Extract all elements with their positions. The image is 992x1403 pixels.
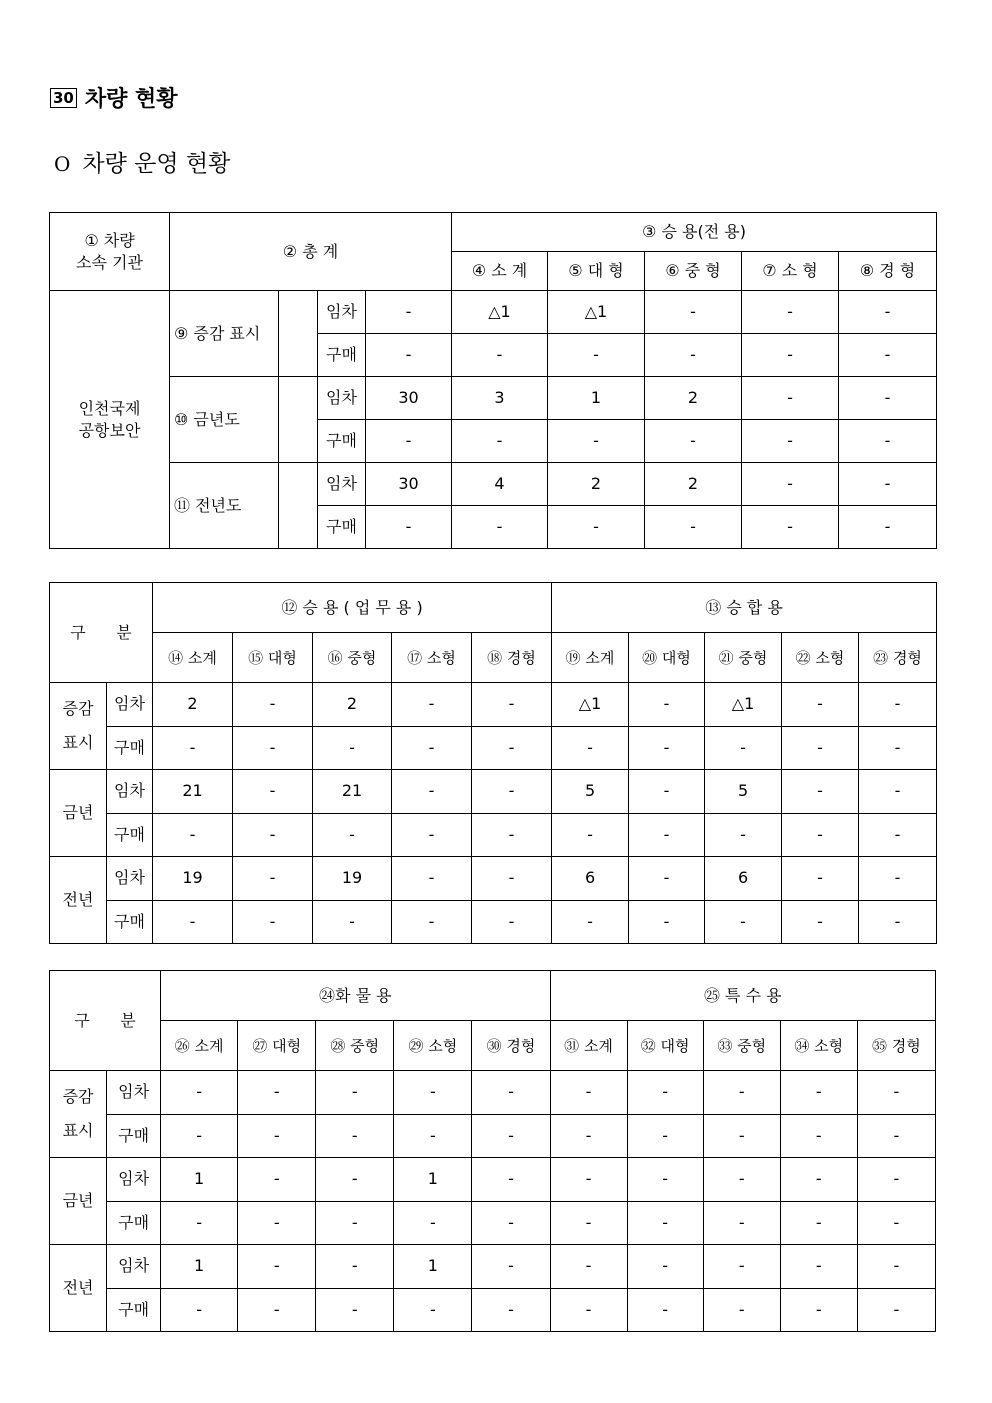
group-special: ㉕ 특 수 용 [550, 971, 935, 1021]
cell-value: 1 [394, 1245, 472, 1289]
group-label: 금년 [50, 770, 107, 857]
blank-cell [279, 377, 318, 463]
sub-title-text: 차량 운영 현황 [82, 151, 231, 177]
row-type: 임차 [107, 1071, 161, 1115]
cell-value: - [629, 857, 705, 901]
cell-value: - [645, 420, 742, 463]
row-type: 임차 [107, 683, 153, 727]
cell-value: - [629, 726, 705, 770]
row-type: 구매 [107, 900, 153, 944]
cell-value: - [316, 1245, 394, 1289]
cell-value: - [548, 506, 645, 549]
total-value: 30 [366, 463, 452, 506]
cell-value: - [780, 1201, 857, 1245]
cell-value: - [472, 1114, 550, 1158]
cell-value: 6 [552, 857, 629, 901]
cell-value: 1 [161, 1245, 238, 1289]
total-value: - [366, 291, 452, 334]
table-row [50, 377, 937, 420]
column-header: ㉜ 대형 [627, 1021, 703, 1071]
cell-value: - [782, 726, 859, 770]
cell-value: - [394, 1114, 472, 1158]
cell-value: - [550, 1071, 627, 1115]
cell-value: - [627, 1201, 703, 1245]
header-sedan-dedicated: ③ 승 용(전 용) [452, 213, 937, 252]
cell-value: - [703, 1114, 780, 1158]
column-header: ㉗ 대형 [238, 1021, 316, 1071]
total-value: - [366, 506, 452, 549]
row-type: 임차 [107, 857, 153, 901]
row-type: 구매 [107, 1288, 161, 1332]
group-label: 전년 [50, 1245, 107, 1332]
header-large: ⑤ 대 형 [548, 252, 645, 291]
cell-value: - [552, 726, 629, 770]
cell-value: - [839, 420, 937, 463]
cell-value: - [233, 857, 313, 901]
cell-value: - [394, 1071, 472, 1115]
cell-value: - [839, 377, 937, 420]
cell-value: 1 [394, 1158, 472, 1202]
cell-value: - [153, 813, 233, 857]
cell-value: - [548, 420, 645, 463]
cell-value: - [313, 726, 392, 770]
cell-value: - [742, 291, 839, 334]
cell-value: - [780, 1114, 857, 1158]
cell-value: - [550, 1245, 627, 1289]
table-row [50, 463, 937, 506]
cell-value: - [703, 1158, 780, 1202]
cell-value: △1 [548, 291, 645, 334]
cell-value: - [857, 1071, 935, 1115]
column-header: ㉞ 소형 [780, 1021, 857, 1071]
cell-value: - [238, 1071, 316, 1115]
group-sedan-business: ⑫ 승 용 ( 업 무 용 ) [153, 583, 552, 633]
cell-value: 19 [313, 857, 392, 901]
column-header: ⑯ 중형 [313, 633, 392, 683]
cell-value: - [839, 506, 937, 549]
cell-value: - [472, 1158, 550, 1202]
cell-value: - [629, 813, 705, 857]
cell-value: 1 [548, 377, 645, 420]
cell-value: - [313, 813, 392, 857]
cell-value: - [839, 334, 937, 377]
group-label: ⑪ 전년도 [170, 463, 279, 549]
table-row [50, 726, 937, 770]
column-header: ⑭ 소계 [153, 633, 233, 683]
cell-value: - [233, 813, 313, 857]
column-header: ⑰ 소형 [392, 633, 472, 683]
cell-value: - [472, 726, 552, 770]
cell-value: 2 [645, 377, 742, 420]
header-org: ① 차량 소속 기관 [50, 213, 170, 291]
table-row [50, 1201, 936, 1245]
table-row [50, 1245, 936, 1289]
cell-value: 2 [548, 463, 645, 506]
row-type: 구매 [107, 813, 153, 857]
cell-value: - [703, 1245, 780, 1289]
cell-value: - [552, 900, 629, 944]
cell-value: - [780, 1158, 857, 1202]
bullet-icon: O [54, 152, 71, 176]
total-value: - [366, 420, 452, 463]
group-van: ⑬ 승 합 용 [552, 583, 937, 633]
cell-value: - [705, 900, 782, 944]
cell-value: - [859, 900, 937, 944]
row-type: 구매 [107, 726, 153, 770]
header-mid: ⑥ 중 형 [645, 252, 742, 291]
table-row [50, 900, 937, 944]
cell-value: - [857, 1158, 935, 1202]
cell-value: - [316, 1201, 394, 1245]
cell-value: 4 [452, 463, 548, 506]
cell-value: 21 [153, 770, 233, 814]
table-row [50, 770, 937, 814]
corner-header: 구 분 [50, 971, 161, 1071]
cell-value: - [627, 1158, 703, 1202]
org-name: 인천국제 공항보안 [50, 291, 170, 549]
row-type: 임차 [318, 377, 366, 420]
cell-value: - [161, 1071, 238, 1115]
cell-value: - [392, 683, 472, 727]
cell-value: - [859, 813, 937, 857]
cell-value: - [161, 1114, 238, 1158]
column-header: ㉝ 중형 [703, 1021, 780, 1071]
truck-special-table [49, 970, 936, 1332]
header-small: ⑦ 소 형 [742, 252, 839, 291]
cell-value: - [550, 1201, 627, 1245]
table-row [50, 1158, 936, 1202]
column-header: ㉖ 소계 [161, 1021, 238, 1071]
cell-value: - [742, 420, 839, 463]
cell-value: - [782, 683, 859, 727]
section-title [50, 82, 178, 113]
cell-value: - [472, 1201, 550, 1245]
table-row [50, 813, 937, 857]
group-label: 전년 [50, 857, 107, 944]
row-type: 임차 [318, 291, 366, 334]
table-row [50, 1071, 936, 1115]
cell-value: - [857, 1114, 935, 1158]
cell-value: - [629, 770, 705, 814]
table-row [50, 1288, 936, 1332]
cell-value: - [452, 334, 548, 377]
row-type: 구매 [107, 1114, 161, 1158]
column-header: ⑱ 경형 [472, 633, 552, 683]
cell-value: - [703, 1071, 780, 1115]
cell-value: - [857, 1245, 935, 1289]
cell-value: - [233, 726, 313, 770]
cell-value: - [472, 900, 552, 944]
row-type: 임차 [107, 1245, 161, 1289]
cell-value: - [153, 726, 233, 770]
cell-value: - [233, 900, 313, 944]
table-row [50, 683, 937, 727]
total-value: 30 [366, 377, 452, 420]
cell-value: - [233, 683, 313, 727]
cell-value: - [780, 1288, 857, 1332]
cell-value: - [313, 900, 392, 944]
cell-value: - [839, 463, 937, 506]
cell-value: △1 [452, 291, 548, 334]
cell-value: - [627, 1288, 703, 1332]
cell-value: - [703, 1288, 780, 1332]
cell-value: - [859, 683, 937, 727]
cell-value: - [394, 1201, 472, 1245]
cell-value: - [859, 857, 937, 901]
cell-value: - [742, 506, 839, 549]
cell-value: - [627, 1245, 703, 1289]
group-label: 증감 표시 [50, 683, 107, 770]
cell-value: - [782, 770, 859, 814]
cell-value: - [782, 857, 859, 901]
cell-value: - [857, 1288, 935, 1332]
cell-value: 2 [153, 683, 233, 727]
cell-value: - [742, 463, 839, 506]
cell-value: - [238, 1288, 316, 1332]
row-type: 구매 [318, 506, 366, 549]
cell-value: - [627, 1114, 703, 1158]
cell-value: 5 [705, 770, 782, 814]
table-row [50, 1114, 936, 1158]
cell-value: 2 [645, 463, 742, 506]
cell-value: - [645, 291, 742, 334]
cell-value: - [548, 334, 645, 377]
cell-value: - [153, 900, 233, 944]
column-header: ㉘ 중형 [316, 1021, 394, 1071]
row-type: 임차 [318, 463, 366, 506]
cell-value: - [550, 1114, 627, 1158]
cell-value: - [839, 291, 937, 334]
cell-value: - [233, 770, 313, 814]
cell-value: - [859, 770, 937, 814]
cell-value: - [703, 1201, 780, 1245]
cell-value: - [472, 770, 552, 814]
cell-value: △1 [705, 683, 782, 727]
cell-value: - [552, 813, 629, 857]
row-type: 구매 [318, 420, 366, 463]
cell-value: - [238, 1245, 316, 1289]
header-light: ⑧ 경 형 [839, 252, 937, 291]
column-header: ⑲ 소계 [552, 633, 629, 683]
section-title-text: 차량 현황 [84, 87, 178, 112]
column-header: ㉓ 경형 [859, 633, 937, 683]
cell-value: - [645, 506, 742, 549]
cell-value: - [705, 813, 782, 857]
cell-value: - [316, 1114, 394, 1158]
cell-value: - [705, 726, 782, 770]
cell-value: 6 [705, 857, 782, 901]
cell-value: 21 [313, 770, 392, 814]
group-label: ⑩ 금년도 [170, 377, 279, 463]
cell-value: - [472, 857, 552, 901]
cell-value: - [316, 1158, 394, 1202]
row-type: 구매 [107, 1201, 161, 1245]
column-header: ㉑ 중형 [705, 633, 782, 683]
row-type: 구매 [318, 334, 366, 377]
group-label: ⑨ 증감 표시 [170, 291, 279, 377]
cell-value: - [472, 1288, 550, 1332]
row-type: 임차 [107, 770, 153, 814]
sub-title [54, 145, 230, 178]
cell-value: - [392, 857, 472, 901]
cell-value: - [392, 900, 472, 944]
cell-value: - [742, 334, 839, 377]
column-header: ㉟ 경형 [857, 1021, 935, 1071]
corner-header: 구 분 [50, 583, 153, 683]
cell-value: - [161, 1288, 238, 1332]
cell-value: - [780, 1245, 857, 1289]
cell-value: - [316, 1071, 394, 1115]
column-header: ㉚ 경형 [472, 1021, 550, 1071]
cell-value: - [238, 1158, 316, 1202]
column-header: ⑳ 대형 [629, 633, 705, 683]
cell-value: - [550, 1158, 627, 1202]
cell-value: - [629, 683, 705, 727]
cell-value: - [627, 1071, 703, 1115]
header-subtotal: ④ 소 계 [452, 252, 548, 291]
blank-cell [279, 463, 318, 549]
cell-value: 1 [161, 1158, 238, 1202]
group-truck: ㉔화 물 용 [161, 971, 550, 1021]
cell-value: - [392, 770, 472, 814]
cell-value: - [316, 1288, 394, 1332]
sedan-van-table [49, 582, 937, 944]
cell-value: - [452, 506, 548, 549]
cell-value: - [472, 1071, 550, 1115]
column-header: ㉙ 소형 [394, 1021, 472, 1071]
cell-value: △1 [552, 683, 629, 727]
cell-value: - [472, 1245, 550, 1289]
cell-value: - [472, 683, 552, 727]
blank-cell [279, 291, 318, 377]
column-header: ⑮ 대형 [233, 633, 313, 683]
cell-value: - [392, 726, 472, 770]
group-label: 금년 [50, 1158, 107, 1245]
cell-value: - [550, 1288, 627, 1332]
vehicle-operation-table [49, 212, 937, 549]
cell-value: - [629, 900, 705, 944]
cell-value: - [782, 900, 859, 944]
cell-value: - [394, 1288, 472, 1332]
cell-value: - [392, 813, 472, 857]
cell-value: - [161, 1201, 238, 1245]
header-total: ② 총 계 [170, 213, 452, 291]
cell-value: - [472, 813, 552, 857]
cell-value: - [645, 334, 742, 377]
cell-value: 3 [452, 377, 548, 420]
column-header: ㉒ 소형 [782, 633, 859, 683]
cell-value: - [452, 420, 548, 463]
table-row [50, 857, 937, 901]
section-number: 30 [50, 88, 77, 108]
cell-value: - [238, 1201, 316, 1245]
cell-value: 2 [313, 683, 392, 727]
cell-value: - [742, 377, 839, 420]
cell-value: - [780, 1071, 857, 1115]
row-type: 임차 [107, 1158, 161, 1202]
cell-value: - [782, 813, 859, 857]
cell-value: - [238, 1114, 316, 1158]
group-label: 증감 표시 [50, 1071, 107, 1158]
cell-value: - [857, 1201, 935, 1245]
total-value: - [366, 334, 452, 377]
cell-value: 19 [153, 857, 233, 901]
table-row [50, 291, 937, 334]
cell-value: 5 [552, 770, 629, 814]
cell-value: - [859, 726, 937, 770]
column-header: ㉛ 소계 [550, 1021, 627, 1071]
